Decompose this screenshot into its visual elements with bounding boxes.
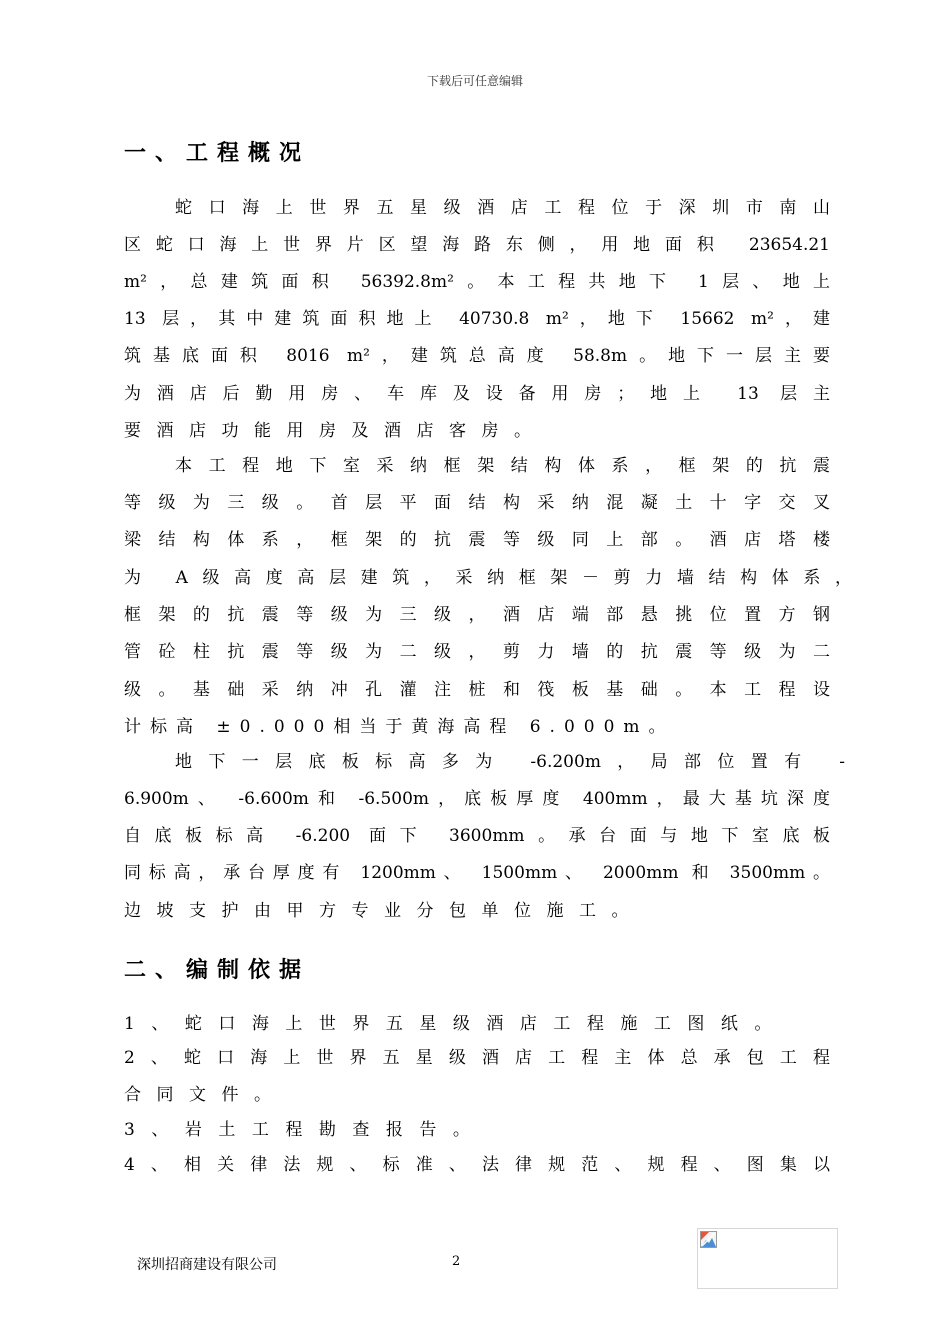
body-line: 为酒店后勤用房、车库及设备用房；地上 13 层主	[124, 384, 830, 404]
body-line: 自底板标高 -6.200 面下 3600mm。承台面与地下室底板	[124, 826, 830, 846]
image-placeholder	[697, 1228, 838, 1289]
body-line: m²，总建筑面积 56392.8m²。本工程共地下 1层、地上	[124, 272, 830, 292]
body-line: 等级为三级。首层平面结构采纳混凝土十字交叉	[124, 493, 830, 513]
list-item: 3、岩土工程勘查报告。	[124, 1120, 487, 1140]
body-line: 筑基底面积 8016 m²，建筑总高度 58.8m。地下一层主要	[124, 346, 830, 366]
body-line: 蛇口海上世界五星级酒店工程位于深圳市南山	[175, 198, 830, 218]
list-item: 4、相关律法规、标准、法律规范、规程、图集以	[124, 1155, 830, 1175]
section-heading-overview: 一、工程概况	[124, 141, 311, 166]
footer-company: 深圳招商建设有限公司	[137, 1257, 277, 1273]
page-number: 2	[452, 1254, 461, 1269]
body-line: 框架的抗震等级为三级，酒店端部悬挑位置方钢	[124, 605, 830, 625]
broken-image-icon	[700, 1231, 717, 1248]
list-item: 2、蛇口海上世界五星级酒店工程主体总承包工程	[124, 1048, 830, 1068]
body-line: 13 层，其中建筑面积地上 40730.8 m²，地下 15662 m²，建	[124, 309, 830, 329]
body-line: 要酒店功能用房及酒店客房。	[124, 421, 547, 441]
page-header: 下载后可任意编辑	[426, 74, 523, 88]
body-line: 地下一层底板标高多为 -6.200m，局部位置有 -	[175, 752, 845, 772]
body-line: 计标高 ±0.000相当于黄海高程 6.000m。	[124, 717, 675, 737]
body-line: 同标高，承台厚度有 1200mm、 1500mm、 2000mm 和 3500mm。	[124, 863, 830, 883]
body-line: 6.900m、 -6.600m和 -6.500m，底板厚度 400mm，最大基坑深度	[124, 789, 830, 809]
body-line: 边坡支护由甲方专业分包单位施工。	[124, 901, 644, 921]
body-line: 区蛇口海上世界片区望海路东侧，用地面积 23654.21	[124, 235, 830, 255]
body-line: 为 A级高度高层建筑，采纳框架－剪力墙结构体系，	[124, 568, 852, 588]
body-line: 级。基础采纳冲孔灌注桩和筏板基础。本工程设	[124, 680, 830, 700]
list-item: 合同文件。	[124, 1085, 287, 1105]
body-line: 梁结构体系，框架的抗震等级同上部。酒店塔楼	[124, 530, 830, 550]
section-heading-basis: 二、编制依据	[124, 958, 311, 983]
body-line: 本工程地下室采纳框架结构体系，框架的抗震	[175, 456, 830, 476]
list-item: 1、蛇口海上世界五星级酒店工程施工图纸。	[124, 1014, 788, 1034]
body-line: 管砼柱抗震等级为二级，剪力墙的抗震等级为二	[124, 642, 830, 662]
